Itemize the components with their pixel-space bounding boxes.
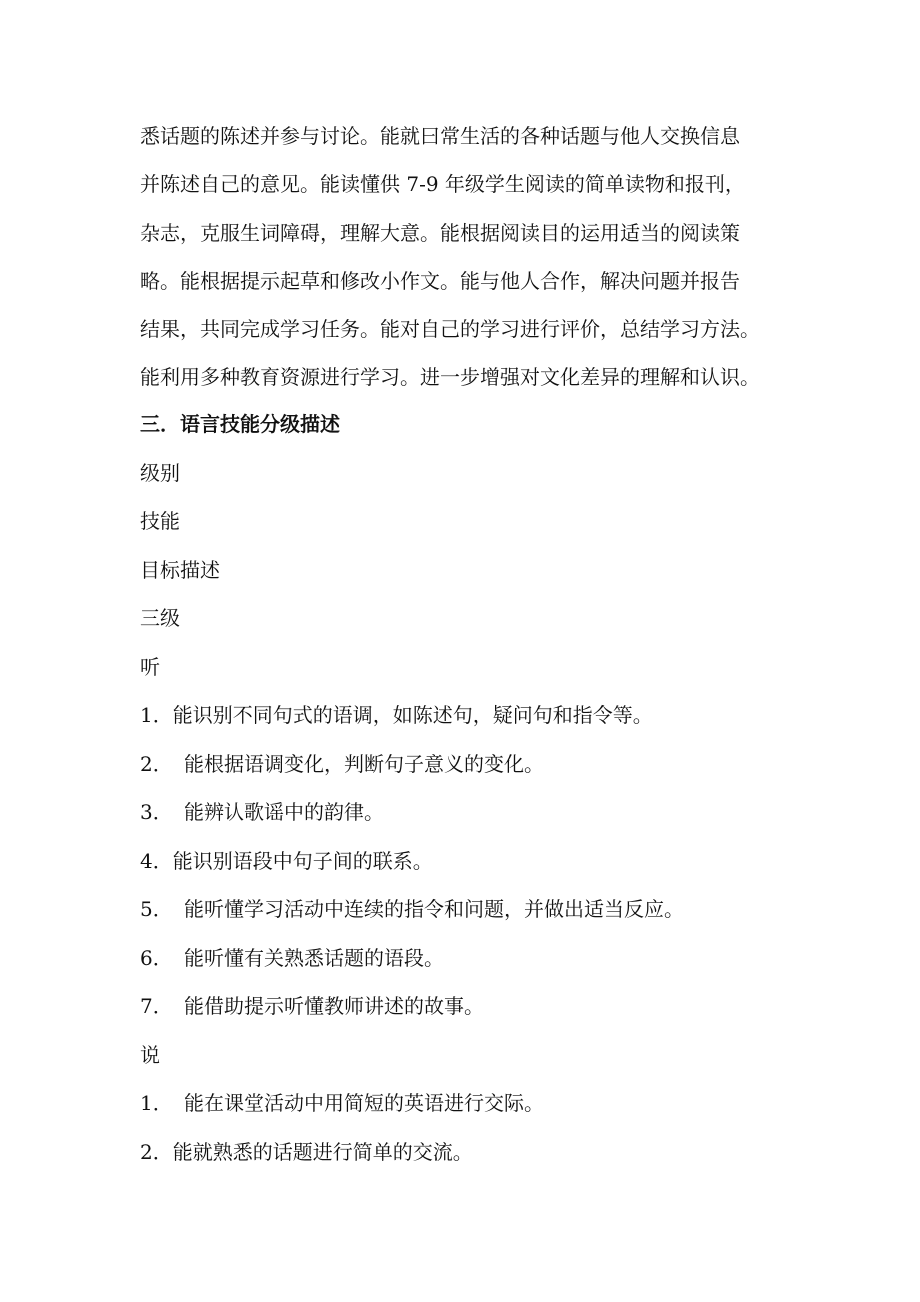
item-number: 1． [140, 703, 173, 727]
list-item [140, 982, 800, 1031]
paragraph-line: 悉话题的陈述并参与讨论。能就曰常生活的各种话题与他人交换信息 [140, 124, 740, 148]
column-label-level: 级别 [140, 460, 180, 485]
column-label-skill: 技能 [140, 509, 180, 533]
item-number: 7． [140, 994, 173, 1018]
item-number: 4． [140, 848, 173, 873]
item-text: 能借助提示听懂教师讲述的故事。 [184, 994, 484, 1018]
item-text: 能在课堂活动中用简短的英语进行交际。 [184, 1091, 544, 1115]
item-number: 6． [140, 945, 173, 970]
item-number: 1． [140, 1091, 173, 1115]
list-item [140, 788, 800, 837]
item-text: 能识别语段中句子间的联系。 [172, 848, 433, 873]
list-item [140, 1079, 800, 1128]
item-number: 3． [140, 800, 173, 824]
paragraph-line: 能利用多种教育资源进行学习。进一步增强对文化差异的理解和认识。 [140, 365, 760, 390]
list-item [140, 837, 800, 886]
paragraph-line: 并陈述自己的意见。能读懂供 7-9 年级学生阅读的简单读物和报刊， [140, 172, 745, 197]
item-text: 能就熟悉的话题进行简单的交流。 [172, 1139, 473, 1164]
item-number: 2． [140, 1139, 173, 1164]
item-number: 2． [140, 751, 173, 776]
paragraph-line: 杂志，克服生词障碍，理解大意。能根据阅读目的运用适当的阅读策 [140, 220, 740, 245]
item-number: 5． [140, 897, 173, 921]
section-heading: 三．语言技能分级描述 [140, 412, 340, 436]
column-label-description: 目标描述 [140, 557, 220, 582]
skills-section [140, 400, 800, 1176]
item-text: 能辨认歌谣中的韵律。 [184, 800, 384, 824]
item-text: 能根据语调变化，判断句子意义的变化。 [184, 751, 544, 776]
paragraph-line: 略。能根据提示起草和修改小作文。能与他人合作，解决问题并报告 [140, 268, 740, 293]
level-label: 三级 [140, 606, 180, 630]
item-text: 能听懂学习活动中连续的指令和问题，并做出适当反应。 [184, 897, 684, 921]
item-text: 能识别不同句式的语调，如陈述句，疑问句和指令等。 [172, 703, 653, 727]
speaking-title: 说 [140, 1042, 160, 1067]
list-item [140, 1128, 800, 1177]
list-item [140, 934, 800, 983]
list-item [140, 740, 800, 789]
paragraph-line: 结果，共同完成学习任务。能对自己的学习进行评价，总结学习方法。 [140, 317, 760, 342]
intro-paragraph [140, 112, 800, 402]
listening-title: 听 [140, 654, 160, 679]
list-item [140, 885, 800, 934]
list-item [140, 691, 800, 740]
item-text: 能听懂有关熟悉话题的语段。 [184, 945, 444, 970]
